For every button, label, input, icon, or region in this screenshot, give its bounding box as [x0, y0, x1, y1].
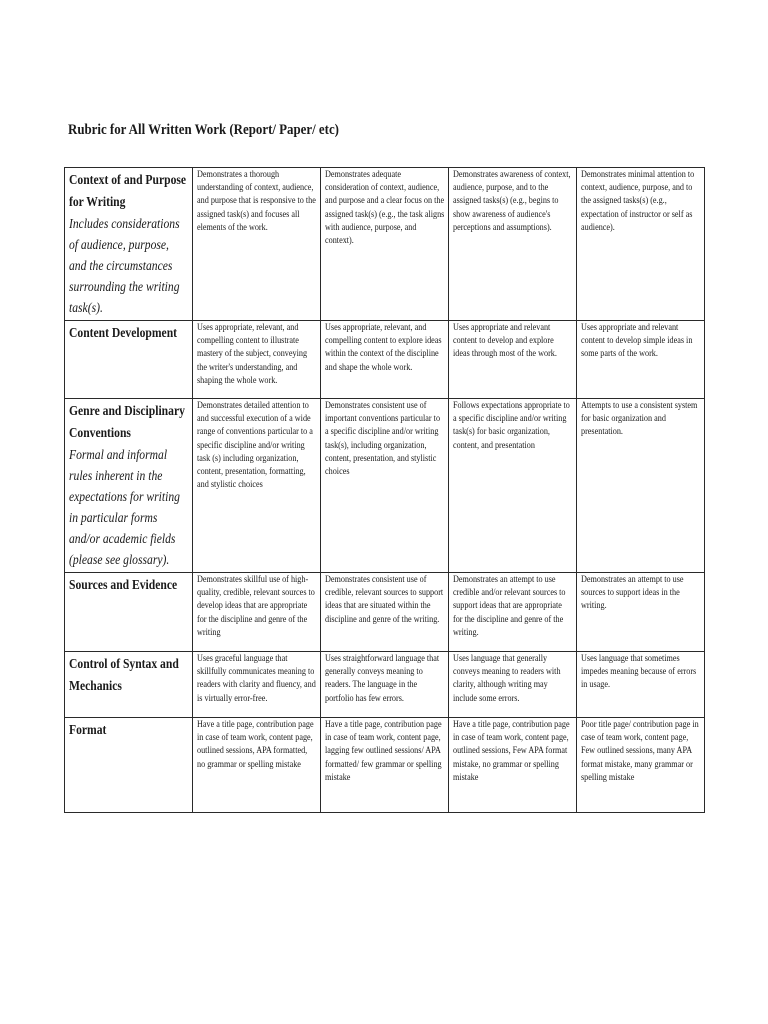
level-cell — [321, 168, 449, 321]
level-cell — [321, 399, 449, 573]
criterion-description: Includes considerations of audience, purpose, and the circumstances surrounding the writing task(s). — [69, 216, 180, 315]
criterion-cell — [65, 168, 193, 321]
level-cell — [321, 573, 449, 652]
level-cell — [449, 718, 577, 813]
criterion-title: Content Development — [69, 325, 178, 340]
criterion-title: Genre and Disciplinary Conventions — [69, 403, 185, 440]
level-text: Uses appropriate, relevant, and compelling content to illustrate mastery of the subject, conveying the writer's understanding, and shaping the whole work. — [197, 323, 308, 386]
level-text: Uses appropriate and relevant content to develop and explore ideas through most of the work. — [453, 323, 557, 360]
level-text: Demonstrates adequate consideration of context, audience, and purpose and a clear focus on the assigned task(s) (e.g., the task aligns with audience, purpose, and context). — [325, 170, 445, 247]
level-cell — [577, 652, 705, 718]
criterion-cell — [65, 399, 193, 573]
level-text: Demonstrates skillful use of high-quality, credible, relevant sources to develop ideas that are appropriate for the discipline and genre of the writing — [197, 575, 315, 638]
table-row — [65, 652, 705, 718]
table-row — [65, 399, 705, 573]
level-cell — [577, 321, 705, 399]
level-text: Uses appropriate, relevant, and compelling content to explore ideas within the context of the discipline and shape the whole work. — [325, 323, 442, 373]
level-text: Uses language that generally conveys meaning to readers with clarity, although writing may include some errors. — [453, 654, 561, 704]
level-text: Demonstrates an attempt to use credible and/or relevant sources to support ideas that are appropriate for the discipline and genre of the writing. — [453, 575, 566, 638]
level-text: Demonstrates consistent use of credible, relevant sources to support ideas that are situated within the discipline and genre of the writing. — [325, 575, 444, 625]
criterion-cell — [65, 718, 193, 813]
criterion-cell — [65, 652, 193, 718]
criterion-title: Format — [69, 722, 107, 737]
level-cell — [321, 652, 449, 718]
criterion-title: Sources and Evidence — [69, 577, 178, 592]
level-text: Uses appropriate and relevant content to develop simple ideas in some parts of the work. — [581, 323, 693, 360]
level-text: Demonstrates a thorough understanding of context, audience, and purpose that is responsive to the assigned task(s) and focuses all elements of the work. — [197, 170, 316, 233]
level-cell — [449, 168, 577, 321]
level-text: Attempts to use a consistent system for basic organization and presentation. — [581, 401, 698, 438]
level-text: Follows expectations appropriate to a specific discipline and/or writing task(s) for basic organization, content, and presentation — [453, 401, 570, 451]
level-cell — [193, 652, 321, 718]
table-row — [65, 168, 705, 321]
level-cell — [193, 718, 321, 813]
criterion-title: Context of and Purpose for Writing — [69, 172, 187, 209]
level-cell — [193, 399, 321, 573]
document-title: Rubric for All Written Work (Report/ Paper/ etc) — [68, 122, 339, 138]
level-cell — [577, 573, 705, 652]
level-text: Demonstrates awareness of context, audience, purpose, and to the assigned tasks(s) (e.g., begins to show awareness of audience's perceptions and assumptions). — [453, 170, 571, 233]
level-cell — [193, 168, 321, 321]
level-text: Demonstrates detailed attention to and successful execution of a wide range of conventions particular to a specific discipline and/or writing task (s) including organization, content, presentation, formatting, and stylistic choices — [197, 401, 313, 491]
level-cell — [577, 168, 705, 321]
level-text: Have a title page, contribution page in case of team work, content page, lagging few outlined sessions/ APA formatted/ few grammar or spelling mistake — [325, 720, 442, 783]
criterion-cell — [65, 321, 193, 399]
criterion-title: Control of Syntax and Mechanics — [69, 656, 179, 693]
level-text: Demonstrates consistent use of important conventions particular to a specific discipline and/or writing task(s), including organization, content, presentation, and stylistic choices — [325, 401, 441, 478]
level-cell — [449, 321, 577, 399]
table-row — [65, 573, 705, 652]
level-cell — [321, 718, 449, 813]
level-cell — [193, 573, 321, 652]
level-text: Uses graceful language that skillfully communicates meaning to readers with clarity and fluency, and is virtually error-free. — [197, 654, 316, 704]
table-row — [65, 321, 705, 399]
level-cell — [577, 718, 705, 813]
level-cell — [449, 652, 577, 718]
rubric-table — [64, 167, 705, 813]
level-cell — [449, 573, 577, 652]
table-row — [65, 718, 705, 813]
level-text: Uses language that sometimes impedes meaning because of errors in usage. — [581, 654, 697, 691]
criterion-description: Formal and informal rules inherent in the expectations for writing in particular forms and/or academic fields (please see glossary). — [69, 447, 180, 567]
level-text: Demonstrates an attempt to use sources to support ideas in the writing. — [581, 575, 684, 612]
level-cell — [193, 321, 321, 399]
level-text: Have a title page, contribution page in case of team work, content page, outlined sessions, APA formatted, no grammar or spelling mistake — [197, 720, 314, 770]
level-cell — [321, 321, 449, 399]
level-text: Demonstrates minimal attention to context, audience, purpose, and to the assigned tasks(s) (e.g., expectation of instructor or self as audience). — [581, 170, 695, 233]
level-cell — [449, 399, 577, 573]
level-cell — [577, 399, 705, 573]
level-text: Poor title page/ contribution page in case of team work, content page, Few outlined sessions, many APA format mistake, many grammar or spelling mistake — [581, 720, 699, 783]
level-text: Have a title page, contribution page in case of team work, content page, outlined sessions, Few APA format mistake, no grammar or spelling mistake — [453, 720, 570, 783]
level-text: Uses straightforward language that generally conveys meaning to readers. The language in the portfolio has few errors. — [325, 654, 440, 704]
criterion-cell — [65, 573, 193, 652]
